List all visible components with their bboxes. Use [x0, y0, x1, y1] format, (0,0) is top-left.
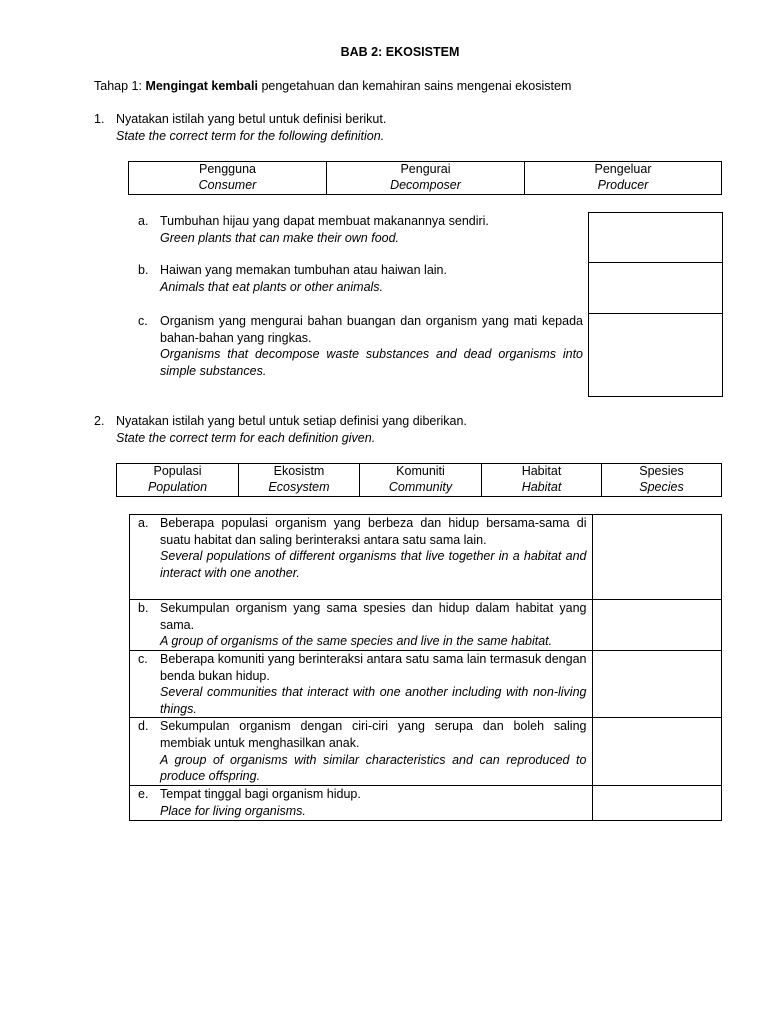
level-bold: Mengingat kembali [145, 79, 258, 93]
question-2-number: 2. [94, 414, 105, 428]
term-ecosystem: Ekosistm Ecosystem [239, 464, 360, 497]
definition-cell: e. Tempat tinggal bagi organism hidup. Place for living organisms. [130, 786, 593, 820]
definition-item: c. Organism yang mengurai bahan buangan dan organism yang mati kepada bahan-bahan yang ringkas. Organisms that decompose waste substances and dead organisms into simple substances. [138, 314, 583, 378]
answer-box-c[interactable] [589, 314, 722, 396]
level-rest: pengetahuan dan kemahiran sains mengenai ekosistem [257, 79, 572, 93]
page-title: BAB 2: EKOSISTEM [340, 45, 460, 59]
answer-cell[interactable] [593, 718, 722, 786]
term-consumer: Pengguna Consumer [129, 162, 327, 195]
definition-cell: b. Sekumpulan organism yang sama spesies dan hidup dalam habitat yang sama. A group of organisms of the same species and live in the same habitat. [130, 600, 593, 651]
table-row [130, 786, 722, 820]
question-2-text-ms: Nyatakan istilah yang betul untuk setiap definisi yang diberikan. [116, 414, 467, 428]
table-row [130, 515, 722, 600]
definition-cell: d. Sekumpulan organism dengan ciri-ciri yang serupa dan boleh saling membiak untuk menghasilkan anak. A group of organisms with similar characteristics and can reproduced to produce offspring. [130, 718, 593, 786]
table-row [130, 651, 722, 718]
level-prefix: Tahap 1: [94, 79, 146, 93]
term-community: Komuniti Community [360, 464, 482, 497]
term-population: Populasi Population [117, 464, 239, 497]
term-producer: Pengeluar Producer [525, 162, 722, 195]
answer-cell[interactable] [593, 651, 722, 718]
question-2-term-table [116, 463, 722, 497]
answer-box-a[interactable] [589, 213, 722, 263]
answer-cell[interactable] [593, 786, 722, 820]
table-row [130, 718, 722, 786]
question-2 [94, 413, 467, 446]
definition-item: b. Haiwan yang memakan tumbuhan atau haiwan lain. Animals that eat plants or other animals. [138, 263, 447, 294]
question-1-number: 1. [94, 112, 105, 126]
definition-cell: a. Beberapa populasi organism yang berbeza dan hidup bersama-sama di suatu habitat dan saling berinteraksi antara satu sama lain. Several populations of different organisms that live together in a habitat and interact with one another. [130, 515, 593, 600]
term-habitat: Habitat Habitat [482, 464, 602, 497]
question-2-definition-table [129, 514, 722, 821]
table-row [130, 600, 722, 651]
answer-box-b[interactable] [589, 263, 722, 314]
question-1-text-en: State the correct term for the following definition. [116, 128, 385, 143]
question-2-text-en: State the correct term for each definition given. [116, 430, 376, 445]
definition-item: a. Tumbuhan hijau yang dapat membuat makanannya sendiri. Green plants that can make their own food. [138, 214, 489, 245]
question-1-term-table [128, 161, 722, 195]
term-decomposer: Pengurai Decomposer [327, 162, 525, 195]
question-1 [94, 111, 386, 144]
answer-cell[interactable] [593, 600, 722, 651]
level-heading [94, 78, 571, 95]
term-species: Spesies Species [602, 464, 722, 497]
definition-cell: c. Beberapa komuniti yang berinteraksi antara satu sama lain termasuk dengan benda bukan hidup. Several communities that interact with one another including with non-living things. [130, 651, 593, 718]
answer-cell[interactable] [593, 515, 722, 600]
question-1-answer-boxes [588, 212, 723, 397]
question-1-text-ms: Nyatakan istilah yang betul untuk definisi berikut. [116, 112, 387, 126]
